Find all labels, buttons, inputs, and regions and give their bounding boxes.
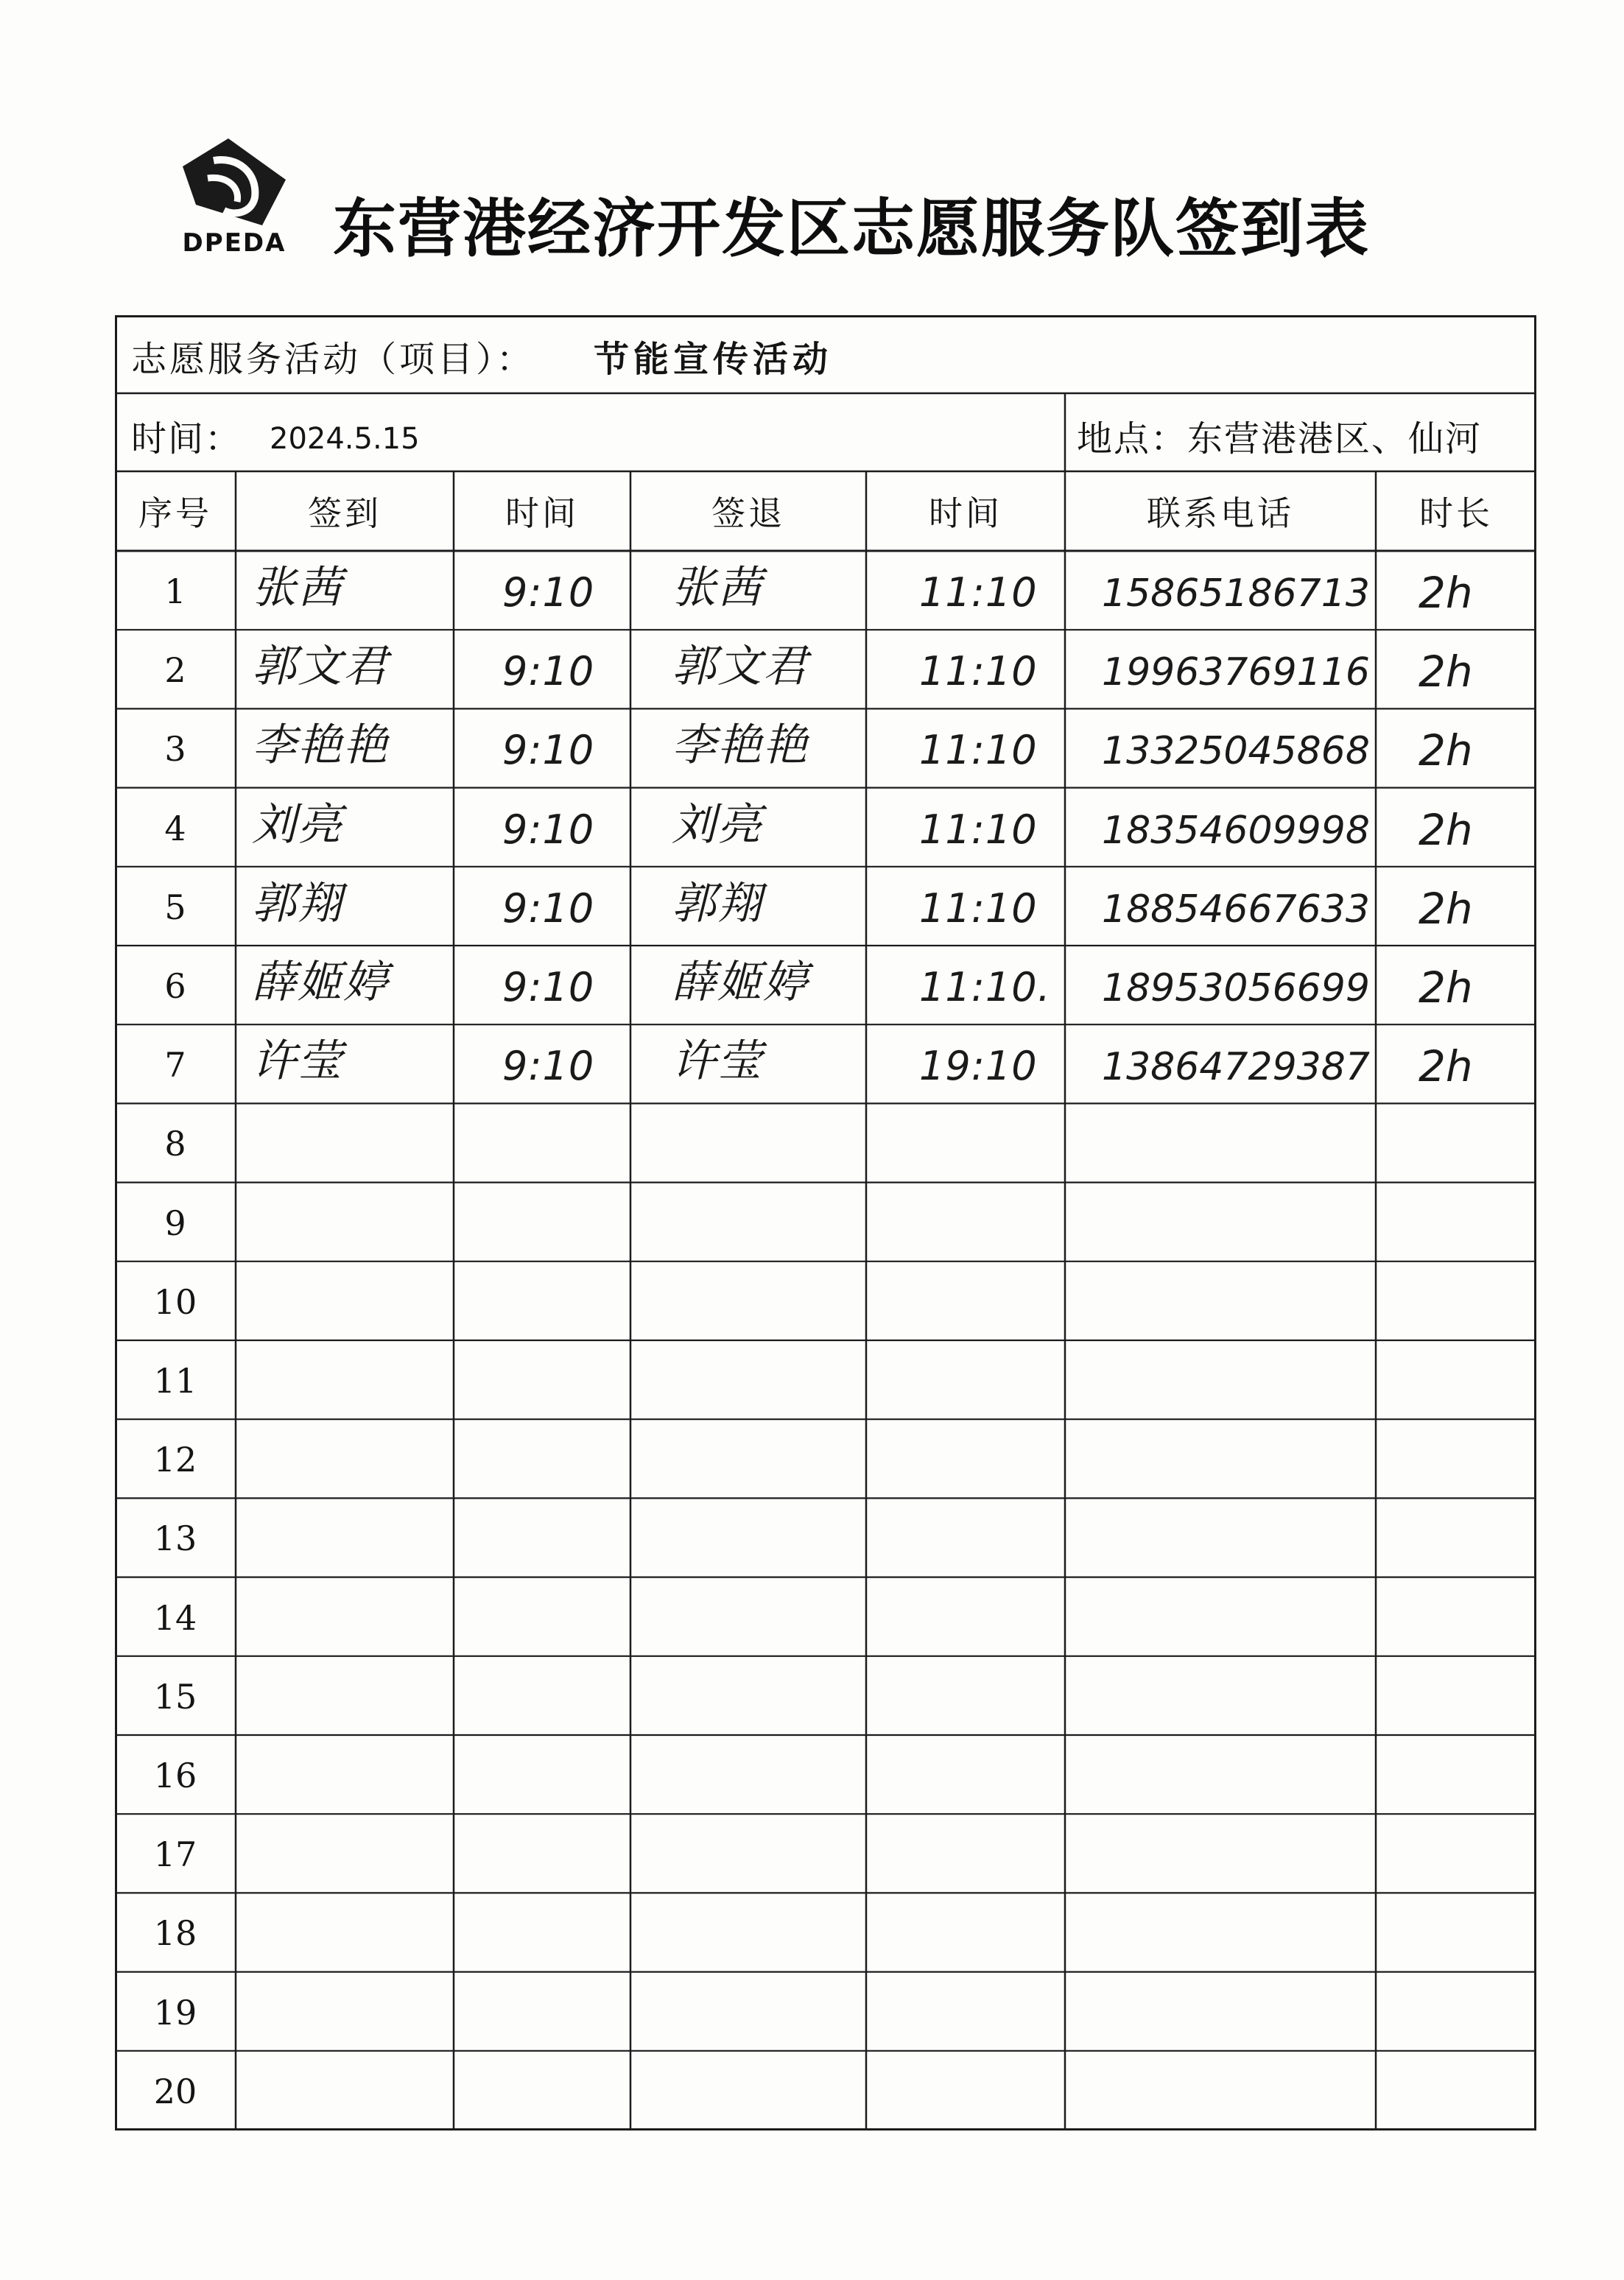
date-value: 2024.5.15 [270, 422, 420, 456]
time-label: 时间： [131, 418, 242, 460]
row-number: 12 [153, 1440, 197, 1480]
duration: 2h [1419, 647, 1473, 697]
sign-out-time: 11:10 [919, 884, 1038, 932]
row-number: 3 [164, 729, 186, 770]
sign-out-time: 11:10. [919, 964, 1051, 1010]
sign-out-time: 11:10 [919, 648, 1038, 695]
row-number: 10 [153, 1281, 197, 1322]
activity-value: 节能宣传活动 [594, 339, 833, 380]
duration: 2h [1419, 725, 1473, 776]
sign-in-time: 9:10 [502, 806, 595, 853]
duration: 2h [1419, 883, 1473, 934]
column-header-sign-out: 签退 [711, 493, 785, 533]
row-number: 16 [153, 1756, 197, 1795]
sign-out-signature: 许莹 [672, 1035, 763, 1088]
sign-in-time: 9:10 [502, 884, 595, 932]
sign-in-signature: 张茜 [252, 562, 343, 613]
sign-out-signature: 郭翔 [672, 877, 763, 929]
phone-number: 13325045868 [1102, 729, 1370, 774]
column-header-number: 序号 [138, 493, 212, 533]
sign-in-signature: 许莹 [252, 1035, 343, 1088]
page-title: 东营港经济开发区志愿服务队签到表 [333, 192, 1370, 266]
column-header-duration: 时长 [1419, 493, 1493, 533]
phone-number: 18854667633 [1102, 887, 1370, 932]
duration: 2h [1419, 963, 1473, 1013]
dpeda-logo-mark [175, 134, 293, 228]
sign-in-signature: 刘亮 [252, 798, 343, 851]
row-number: 8 [164, 1124, 186, 1164]
row-number: 9 [164, 1203, 186, 1243]
sign-out-signature: 张茜 [672, 562, 763, 613]
row-number: 13 [153, 1519, 197, 1559]
sign-in-signature: 郭文君 [252, 641, 389, 693]
column-header-phone: 联系电话 [1147, 493, 1294, 533]
sign-out-signature: 郭文君 [672, 641, 809, 693]
signin-table [115, 315, 1536, 2131]
row-number: 7 [164, 1045, 186, 1086]
sign-out-signature: 刘亮 [672, 798, 763, 851]
dpeda-logo [175, 134, 293, 274]
sign-in-signature: 郭翔 [252, 877, 343, 929]
row-number: 19 [153, 1992, 197, 2033]
sign-out-time: 11:10 [919, 569, 1038, 616]
sign-in-time: 9:10 [502, 569, 595, 616]
row-number: 20 [153, 2071, 197, 2111]
column-header-time-out: 时间 [929, 493, 1002, 533]
duration: 2h [1419, 804, 1473, 855]
sign-in-time: 9:10 [502, 727, 595, 774]
sign-out-signature: 薛姬婷 [672, 957, 809, 1008]
row-number: 11 [153, 1361, 197, 1401]
logo-text: DPEDA [182, 228, 287, 258]
sign-in-time: 9:10 [502, 964, 595, 1010]
sign-out-signature: 李艳艳 [672, 719, 809, 772]
location-label: 地点：东营港港区、仙河 [1077, 418, 1483, 460]
sign-out-time: 11:10 [919, 727, 1038, 774]
phone-number: 19963769116 [1102, 650, 1370, 695]
sign-in-signature: 李艳艳 [252, 719, 389, 772]
sign-in-time: 9:10 [502, 648, 595, 695]
sign-in-time: 9:10 [502, 1043, 595, 1090]
phone-number: 18354609998 [1102, 808, 1370, 853]
phone-number: 13864729387 [1102, 1045, 1370, 1090]
row-number: 15 [153, 1676, 197, 1717]
row-number: 17 [153, 1834, 197, 1875]
sign-out-time: 19:10 [919, 1043, 1038, 1090]
row-number: 6 [164, 966, 186, 1006]
sign-out-time: 11:10 [919, 806, 1038, 853]
row-number: 14 [153, 1597, 197, 1638]
phone-number: 18953056699 [1102, 966, 1370, 1010]
row-number: 1 [164, 571, 186, 611]
row-number: 2 [164, 650, 186, 691]
duration: 2h [1419, 568, 1473, 618]
column-header-sign-in: 签到 [308, 493, 382, 533]
row-number: 18 [153, 1913, 197, 1954]
row-number: 4 [164, 808, 186, 848]
activity-label: 志愿服务活动（项目）： [131, 339, 535, 380]
duration: 2h [1419, 1041, 1473, 1092]
sign-in-signature: 薛姬婷 [252, 957, 389, 1008]
column-header-time-in: 时间 [505, 493, 579, 533]
row-number: 5 [164, 887, 186, 927]
phone-number: 15865186713 [1102, 571, 1370, 616]
